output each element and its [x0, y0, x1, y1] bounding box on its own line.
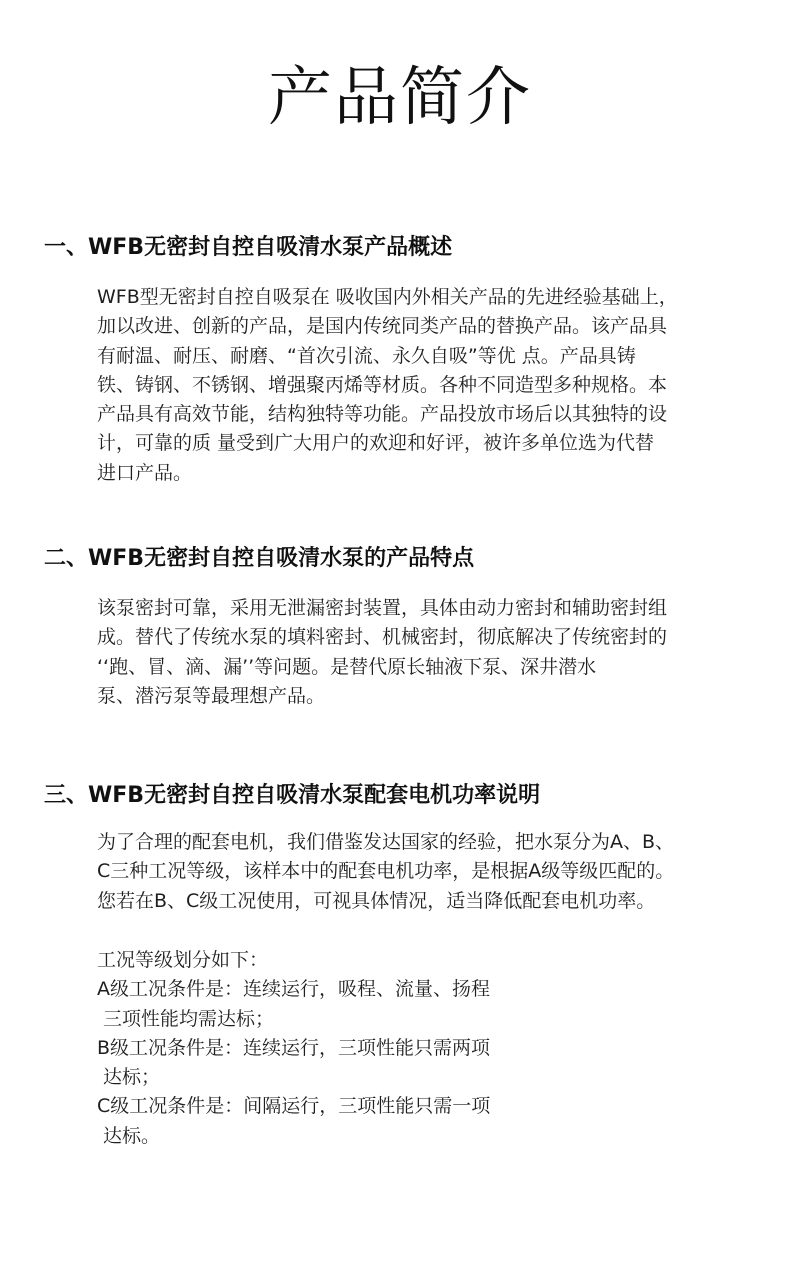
paragraph-line: ‘‘跑、冒、滴、漏’’等问题。是替代原长轴液下泵、深井潜水	[97, 655, 597, 678]
section-overview-paragraph	[97, 283, 757, 488]
paragraph-line: 您若在B、C级工况使用，可视具体情况，适当降低配套电机功率。	[97, 889, 656, 912]
paragraph-line: 铁、铸钢、不锈钢、增强聚丙烯等材质。各种不同造型多种规格。本	[97, 373, 668, 396]
section-features-paragraph	[97, 594, 757, 711]
paragraph-line: C三种工况等级，该样本中的配套电机功率，是根据A级等级匹配的。	[97, 860, 675, 883]
grade-intro: 工况等级划分如下：	[97, 949, 269, 971]
grade-c-line: C级工况条件是：间隔运行，三项性能只需一项	[97, 1095, 491, 1118]
paragraph-line: 有耐温、耐压、耐磨、“首次引流、永久自吸”等优 点。产品具铸	[97, 344, 636, 367]
section-heading-overview: 一、WFB无密封自控自吸清水泵产品概述	[44, 235, 453, 260]
paragraph-line: 为了合理的配套电机，我们借鉴发达国家的经验，把水泵分为A、B、	[97, 831, 675, 853]
grade-c-continuation: 达标。	[103, 1124, 161, 1147]
paragraph-line: 该泵密封可靠，采用无泄漏密封装置，具体由动力密封和辅助密封组	[97, 597, 668, 619]
page-title: 产品简介	[268, 61, 532, 135]
section-heading-features: 二、WFB无密封自控自吸清水泵的产品特点	[44, 546, 475, 571]
grade-b-continuation: 达标；	[103, 1066, 161, 1089]
paragraph-line: 进口产品。	[97, 461, 193, 484]
grade-a-line: A级工况条件是：连续运行，吸程、流量、扬程	[97, 978, 490, 1001]
section-motor-power-paragraph	[97, 828, 757, 916]
grade-list	[97, 946, 597, 1151]
paragraph-line: WFB型无密封自控自吸泵在 吸收国内外相关产品的先进经验基础上，	[97, 286, 678, 308]
paragraph-line: 成。替代了传统水泵的填料密封、机械密封，彻底解决了传统密封的	[97, 626, 668, 649]
paragraph-line: 泵、潜污泵等最理想产品。	[97, 684, 326, 707]
grade-a-continuation: 三项性能均需达标；	[103, 1007, 275, 1030]
paragraph-line: 计，可靠的质 量受到广大用户的欢迎和好评，被许多单位选为代替	[97, 432, 655, 455]
section-heading-motor-power: 三、WFB无密封自控自吸清水泵配套电机功率说明	[44, 783, 541, 808]
grade-b-line: B级工况条件是：连续运行，三项性能只需两项	[97, 1036, 491, 1059]
paragraph-line: 加以改进、创新的产品，是国内传统同类产品的替换产品。该产品具	[97, 315, 668, 338]
paragraph-line: 产品具有高效节能，结构独特等功能。产品投放市场后以其独特的设	[97, 403, 668, 426]
